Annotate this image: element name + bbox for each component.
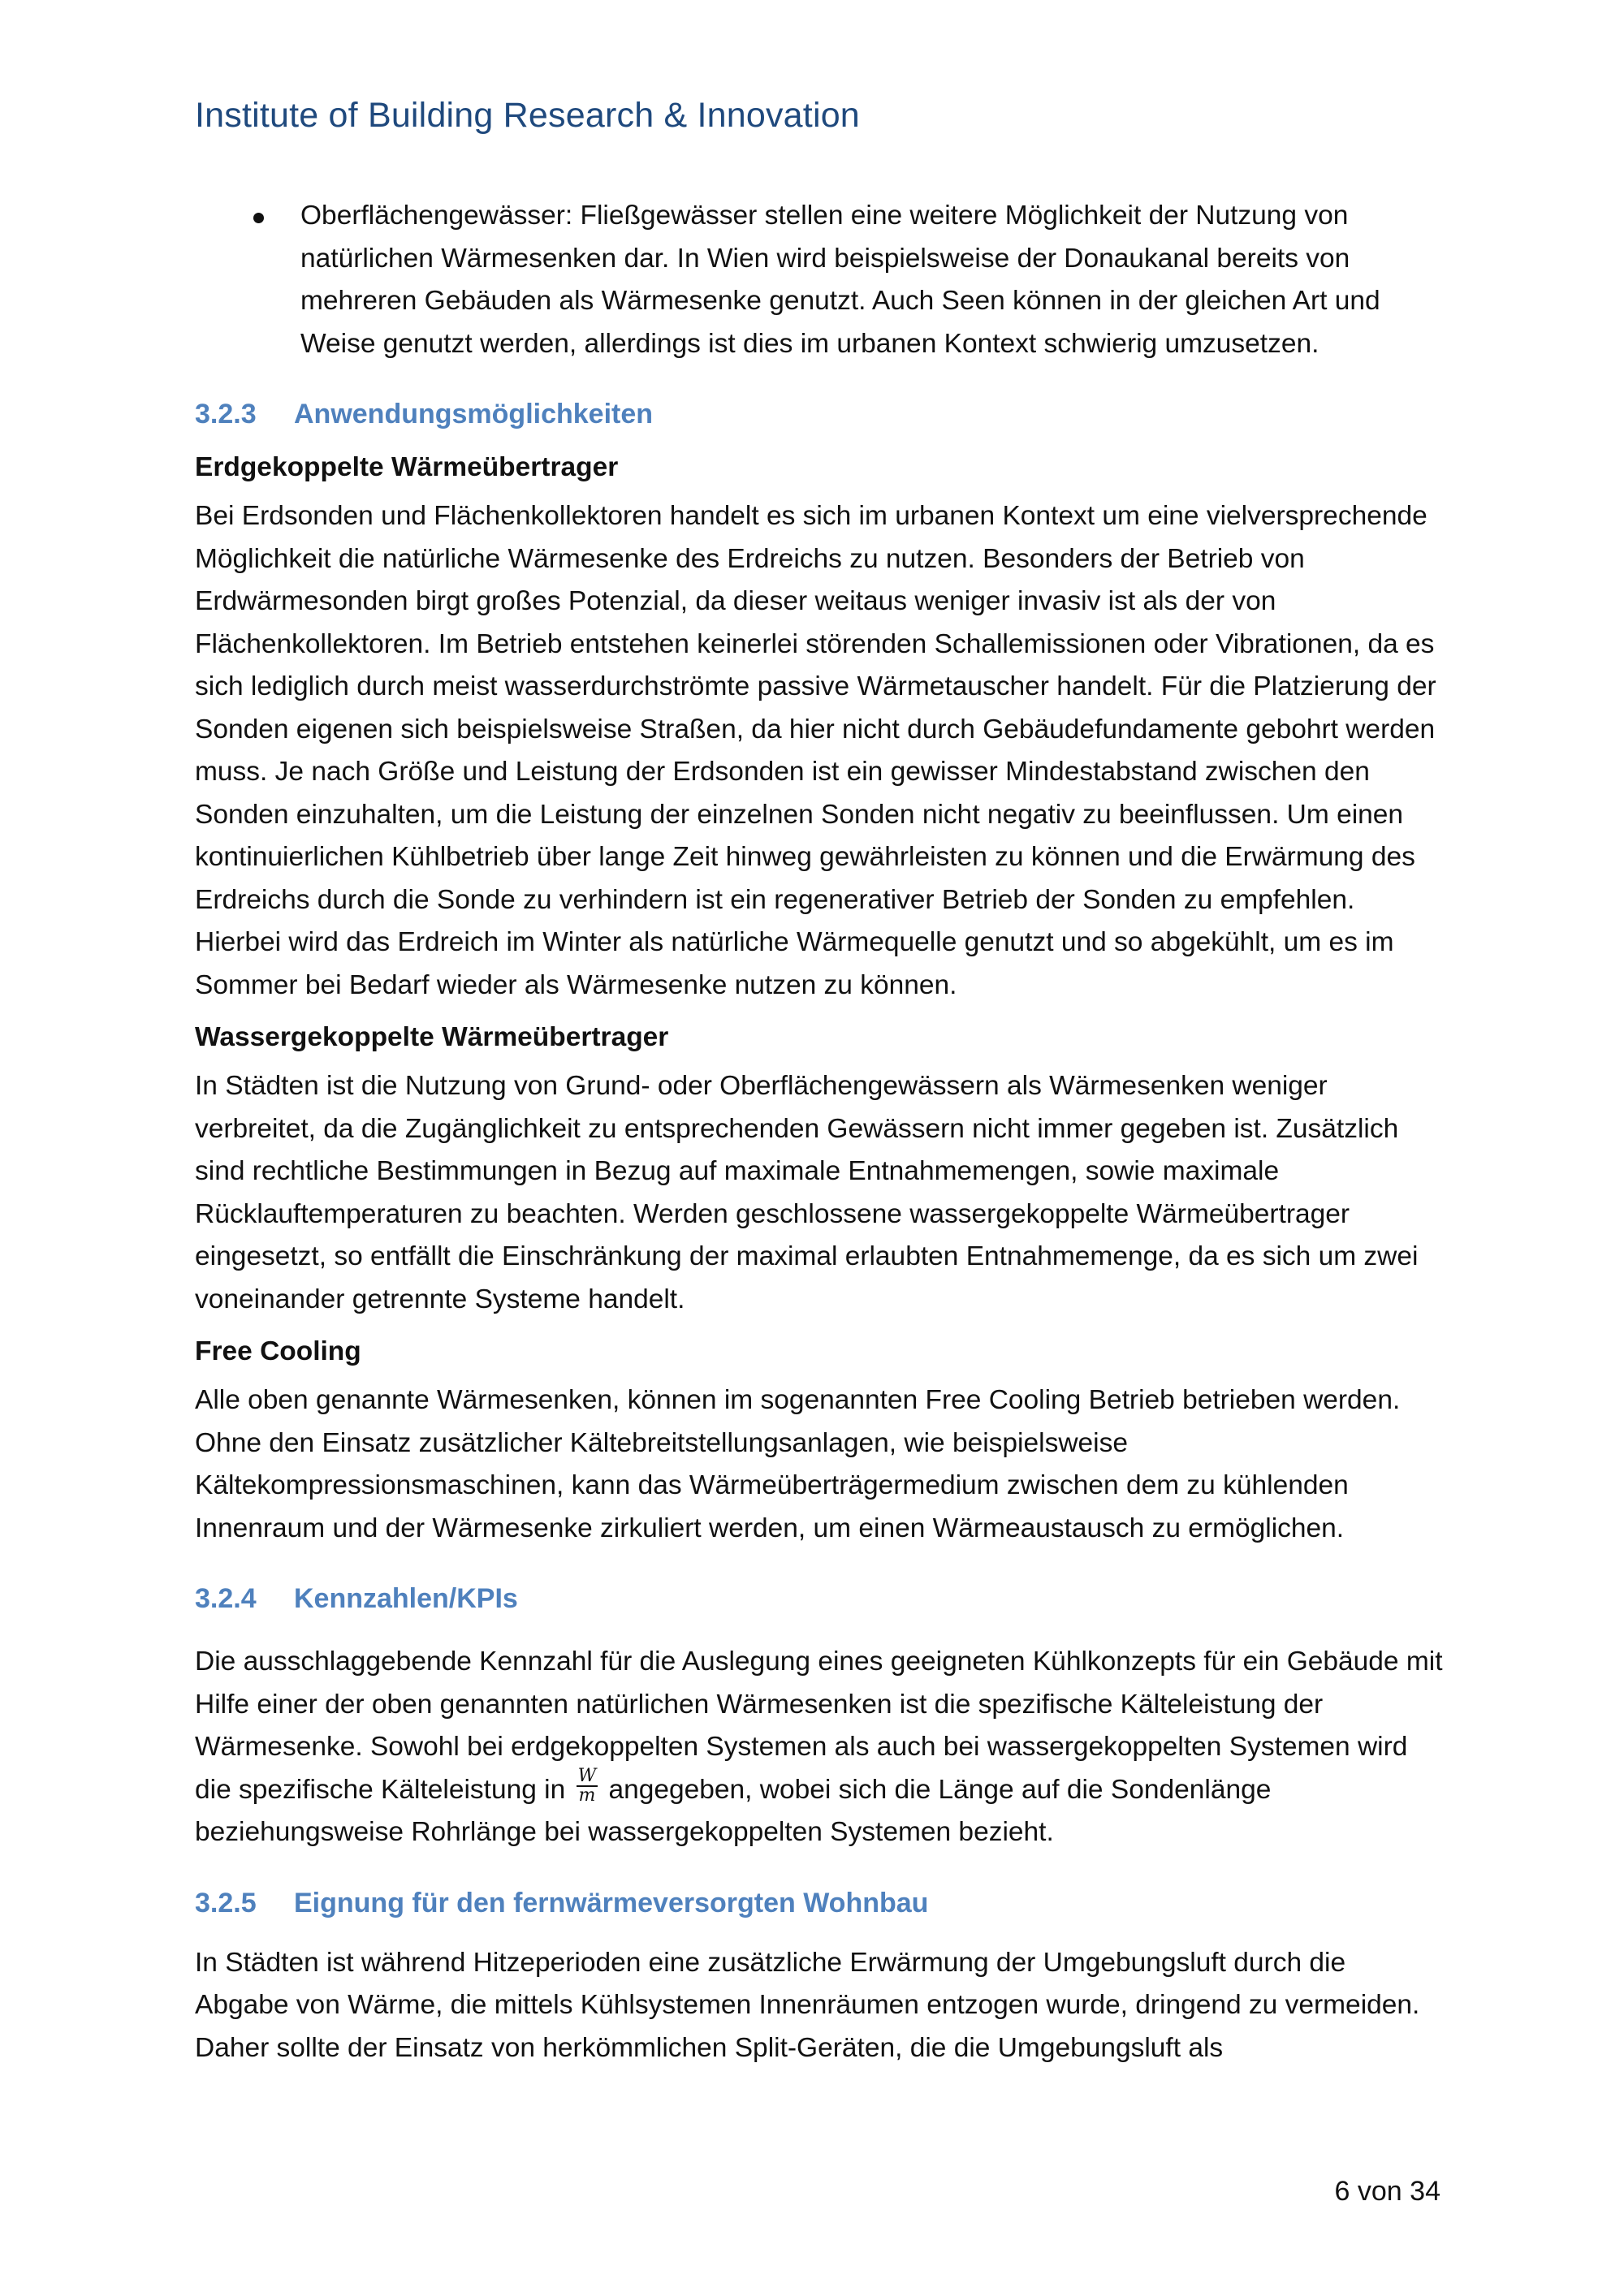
fraction-numerator: W <box>577 1765 597 1786</box>
section-number: 3.2.5 <box>195 1887 257 1918</box>
paragraph-kennzahlen <box>195 1641 1445 1854</box>
bullet-dot-icon <box>253 213 264 223</box>
subheading-free-cooling: Free Cooling <box>195 1336 361 1366</box>
section-heading-3-2-4 <box>195 1577 1445 1620</box>
paragraph-eignung: In Städten ist während Hitzeperioden eine zusätzliche Erwärmung der Umgebungsluft durch die Abgabe von Wärme, die mittels Kühlsystemen Innenräumen entzogen wurde, dringend zu vermeiden. Daher sollte der Einsatz von herkömmlichen Split-Geräten, die die Umgebungsluft als <box>195 1947 1420 2063</box>
section-heading-3-2-5 <box>195 1882 1445 1924</box>
section-heading-3-2-3 <box>195 393 1445 435</box>
subheading-wassergekoppelt: Wassergekoppelte Wärmeübertrager <box>195 1022 669 1052</box>
bullet-text: Oberflächengewässer: Fließgewässer stellen eine weitere Möglichkeit der Nutzung von natürlichen Wärmesenken dar. In Wien wird beispielsweise der Donaukanal bereits von mehreren Gebäuden als Wärmesenke genutzt. Auch Seen können in der gleichen Art und Weise genutzt werden, allerdings ist dies im urbanen Kontext schwierig umzusetzen. <box>300 201 1380 359</box>
section-number: 3.2.3 <box>195 399 257 429</box>
paragraph-wassergekoppelt: In Städten ist die Nutzung von Grund- oder Oberflächengewässern als Wärmesenken weniger verbreitet, da die Zugänglichkeit zu entsprechenden Gewässern nicht immer gegeben ist. Zusätzlich sind rechtliche Bestimmungen in Bezug auf maximale Entnahmemengen, sowie maximale Rücklauftemperaturen zu beachten. Werden geschlossene wassergekoppelte Wärmeübertrager eingesetzt, so entfällt die Einschränkung der maximal erlaubten Entnahmemenge, da es sich um zwei voneinander getrennte Systeme handelt. <box>195 1071 1419 1314</box>
section-number: 3.2.4 <box>195 1583 257 1614</box>
section-title: Eignung für den fernwärmeversorgten Wohnbau <box>294 1887 929 1918</box>
fraction-denominator: m <box>578 1785 596 1806</box>
paragraph-erdgekoppelt: Bei Erdsonden und Flächenkollektoren handelt es sich im urbanen Kontext um eine vielversprechende Möglichkeit die natürliche Wärmesenke des Erdreichs zu nutzen. Besonders der Betrieb von Erdwärmesonden birgt großes Potenzial, da dieser weitaus weniger invasiv ist als der von Flächenkollektoren. Im Betrieb entstehen keinerlei störenden Schallemissionen oder Vibrationen, da es sich lediglich durch meist wasserdurchströmte passive Wärmetauscher handelt. Für die Platzierung der Sonden eigenen sich beispielsweise Straßen, da hier nicht durch Gebäudefundamente gebohrt werden muss. Je nach Größe und Leistung der Erdsonden ist ein gewisser Mindestabstand zwischen den Sonden einzuhalten, um die Leistung der einzelnen Sonden nicht negativ zu beeinflussen. Um einen kontinuierlichen Kühlbetrieb über lange Zeit hinweg gewährleisten zu können und die Erwärmung des Erdreichs durch die Sonde zu verhindern ist ein regenerativer Betrieb der Sonden zu empfehlen. Hierbei wird das Erdreich im Winter als natürliche Wärmequelle genutzt und so abgekühlt, um es im Sommer bei Bedarf wieder als Wärmesenke nutzen zu können. <box>195 501 1436 1000</box>
kennzahlen-text-after: angegeben, wobei sich die Länge auf die Sondenlänge beziehungsweise Rohrlänge bei wassergekoppelten Systemen bezieht. <box>195 1774 1272 1847</box>
bullet-item-oberflaechengewaesser <box>195 195 1445 365</box>
page-number: 6 von 34 <box>1334 2176 1440 2207</box>
paragraph-free-cooling: Alle oben genannte Wärmesenken, können im sogenannten Free Cooling Betrieb betrieben werden. Ohne den Einsatz zusätzlicher Kältebreitstellungsanlagen, wie beispielsweise Kältekompressionsmaschinen, kann das Wärmeüberträgermedium zwischen dem zu kühlenden Innenraum und der Wärmesenke zirkuliert werden, um einen Wärmeaustausch zu ermöglichen. <box>195 1385 1401 1543</box>
fraction-w-per-m <box>577 1767 598 1805</box>
subheading-erdgekoppelt: Erdgekoppelte Wärmeübertrager <box>195 452 619 482</box>
header-title: Institute of Building Research & Innovation <box>195 96 860 135</box>
section-title: Anwendungsmöglichkeiten <box>294 399 654 429</box>
section-title: Kennzahlen/KPIs <box>294 1583 518 1614</box>
kennzahlen-text-before: Die ausschlaggebende Kennzahl für die Auslegung eines geeigneten Kühlkonzepts für ein Gebäude mit Hilfe einer der oben genannten natürlichen Wärmesenken ist die spezifische Kälteleistung der Wärmesenke. Sowohl bei erdgekoppelten Systemen als auch bei wassergekoppelten Systemen wird die spezifische Kälteleistung in <box>195 1646 1443 1805</box>
page-content <box>195 195 1445 2069</box>
